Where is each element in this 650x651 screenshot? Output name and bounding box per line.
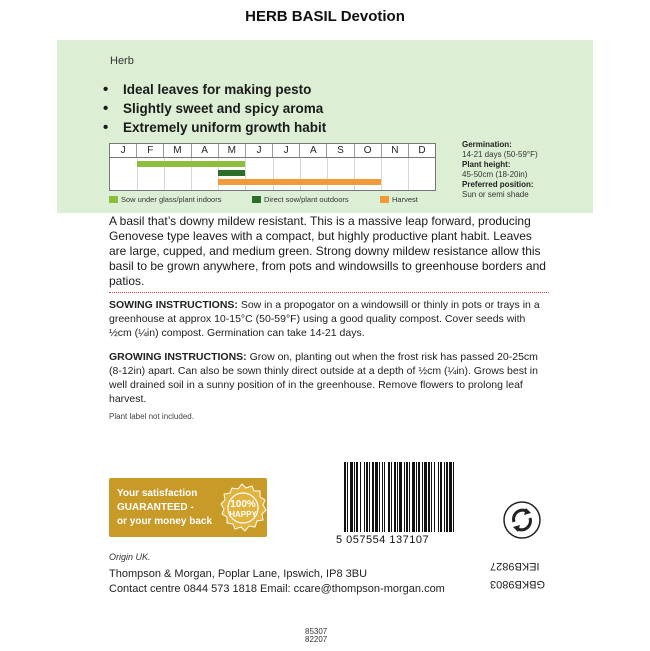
barcode-bar — [391, 462, 392, 532]
product-codes — [490, 560, 546, 600]
barcode-bar — [422, 462, 423, 532]
barcode-bar — [440, 462, 442, 532]
barcode-bar — [431, 462, 432, 532]
barcode-bar — [418, 462, 420, 532]
feature-item: • Extremely uniform growth habit — [103, 118, 326, 137]
calendar-grid-line — [408, 158, 409, 190]
barcode-bar — [369, 462, 370, 532]
feature-list — [103, 80, 326, 137]
barcode-bar — [412, 462, 415, 532]
calendar-month: J — [273, 144, 300, 157]
divider — [109, 292, 549, 293]
product-title: HERB BASIL Devotion — [245, 8, 405, 25]
barcode-bar — [453, 462, 454, 532]
growing-heading: GROWING INSTRUCTIONS: — [109, 351, 247, 363]
barcode-bars — [344, 462, 486, 532]
batch-code — [305, 628, 327, 644]
calendar-months — [110, 144, 435, 158]
origin: Origin UK. — [109, 552, 151, 562]
calendar-bar-harvest — [218, 179, 381, 185]
barcode-bar — [354, 462, 355, 532]
calendar-month: N — [382, 144, 409, 157]
barcode-bar — [375, 462, 378, 532]
calendar-bar-sow-indoors — [137, 161, 245, 167]
sowing-instructions — [109, 298, 549, 340]
calendar-month: A — [300, 144, 327, 157]
barcode-bar — [424, 462, 427, 532]
calendar-legend — [109, 195, 439, 205]
legend-item-harvest — [380, 195, 418, 204]
barcode-bar — [444, 462, 445, 532]
recycle-icon — [502, 500, 542, 540]
calendar-month: J — [246, 144, 273, 157]
growing-text: Grow on, planting out when the frost risk has passed 20-25cm (8-12in) apart. Can also be sown thinly direct outside at a depth of ½cm (¼in). Grows best in well drained soil in a sunny position of in the greenhouse. Remove flowers to prolong leaf harvest. — [109, 351, 538, 405]
label-note: Plant label not included. — [109, 412, 194, 421]
barcode-bar — [394, 462, 396, 532]
batch-code-line: 85307 — [305, 627, 328, 636]
calendar-month: A — [192, 144, 219, 157]
growing-instructions — [109, 350, 549, 406]
barcode — [336, 462, 490, 550]
calendar-grid-line — [327, 158, 328, 190]
legend-label: Direct sow/plant outdoors — [264, 195, 349, 204]
contact-line: Contact centre 0844 573 1818 Email: ccare@thompson-morgan.com — [109, 583, 445, 595]
barcode-bar — [409, 462, 410, 532]
barcode-bar — [449, 462, 452, 532]
category-label: Herb — [110, 55, 134, 67]
product-code: IEKB9827 — [490, 560, 540, 572]
guarantee-badge — [109, 478, 267, 537]
calendar-month: D — [418, 145, 426, 156]
barcode-bar — [404, 462, 405, 532]
sowing-text: Sow in a propogator on a windowsill or thinly in pots or trays in a greenhouse at approx 10-15°C (50-59°F) using a good quality compost. Cover seeds with ½cm (¼in) compost. Germination can take 14-21 days. — [109, 299, 540, 339]
barcode-bar — [366, 462, 368, 532]
calendar-grid-line — [354, 158, 355, 190]
barcode-bar — [399, 462, 402, 532]
barcode-bar — [344, 462, 346, 532]
seal-bottom-text: HAPPY — [229, 510, 257, 519]
barcode-bar — [382, 462, 383, 532]
barcode-bar — [397, 462, 398, 532]
batch-code-line: 82207 — [305, 635, 328, 644]
barcode-bar — [350, 462, 353, 532]
badge-text — [117, 487, 212, 529]
height-value: 45-50cm (18-20in) — [462, 170, 528, 179]
barcode-bar — [347, 462, 348, 532]
address-line: Thompson & Morgan, Poplar Lane, Ipswich, IP8 3BU — [109, 568, 368, 580]
sowing-heading: SOWING INSTRUCTIONS: — [109, 299, 238, 311]
description: A basil that’s downy mildew resistant. This is a massive leap forward, producing Genovese type leaves with a compact, but highly productive plant habit. Leaves are large, cupped, and medium green. Strong downy mildew resistance allow this basil to be grown anywhere, from pots and windowsills to greenhouse borders and patios. — [109, 214, 546, 288]
barcode-bar — [388, 462, 390, 532]
barcode-bar — [434, 462, 435, 532]
barcode-bar — [379, 462, 380, 532]
seal-top-text: 100% — [230, 499, 256, 510]
barcode-digits: 5 057554 137107 — [336, 534, 430, 546]
barcode-bar — [438, 462, 439, 532]
barcode-bar — [360, 462, 361, 532]
legend-swatch — [380, 196, 389, 203]
barcode-bar — [364, 462, 365, 532]
height-label: Plant height: — [462, 160, 511, 169]
legend-item-sow-indoors — [109, 195, 221, 204]
barcode-bar — [372, 462, 374, 532]
company-address — [109, 567, 445, 597]
barcode-bar — [416, 462, 417, 532]
position-label: Preferred position: — [462, 180, 534, 189]
barcode-bar — [446, 462, 448, 532]
legend-item-sow-outdoors — [252, 195, 349, 204]
badge-line: Your satisfaction — [117, 488, 198, 499]
happy-seal-icon — [216, 482, 268, 534]
legend-label: Harvest — [392, 195, 418, 204]
feature-item: • Ideal leaves for making pesto — [103, 80, 326, 99]
calendar-month: S — [327, 144, 354, 157]
sowing-calendar — [109, 143, 436, 191]
badge-line: GUARANTEED - — [117, 502, 194, 513]
germination-value: 14-21 days (50-59°F) — [462, 150, 538, 159]
calendar-grid-line — [245, 158, 246, 190]
calendar-grid-line — [273, 158, 274, 190]
barcode-bar — [428, 462, 430, 532]
calendar-grid-line — [381, 158, 382, 190]
barcode-bar — [356, 462, 358, 532]
calendar-grid-line — [300, 158, 301, 190]
growing-info — [462, 140, 592, 200]
barcode-bar — [406, 462, 408, 532]
badge-line: or your money back — [117, 516, 213, 527]
legend-label: Sow under glass/plant indoors — [121, 195, 222, 204]
legend-swatch — [109, 196, 118, 203]
barcode-bar — [384, 462, 385, 532]
calendar-month: J — [110, 144, 137, 157]
germination-label: Germination: — [462, 140, 512, 149]
position-value: Sun or semi shade — [462, 190, 529, 199]
calendar-month: M — [164, 144, 191, 157]
calendar-month: M — [219, 144, 246, 157]
product-code: GBKB9803 — [490, 578, 546, 590]
feature-item: • Slightly sweet and spicy aroma — [103, 99, 326, 118]
legend-swatch — [252, 196, 261, 203]
calendar-bar-sow-outdoors — [218, 170, 245, 176]
calendar-month: O — [355, 144, 382, 157]
calendar-month: F — [137, 144, 164, 157]
